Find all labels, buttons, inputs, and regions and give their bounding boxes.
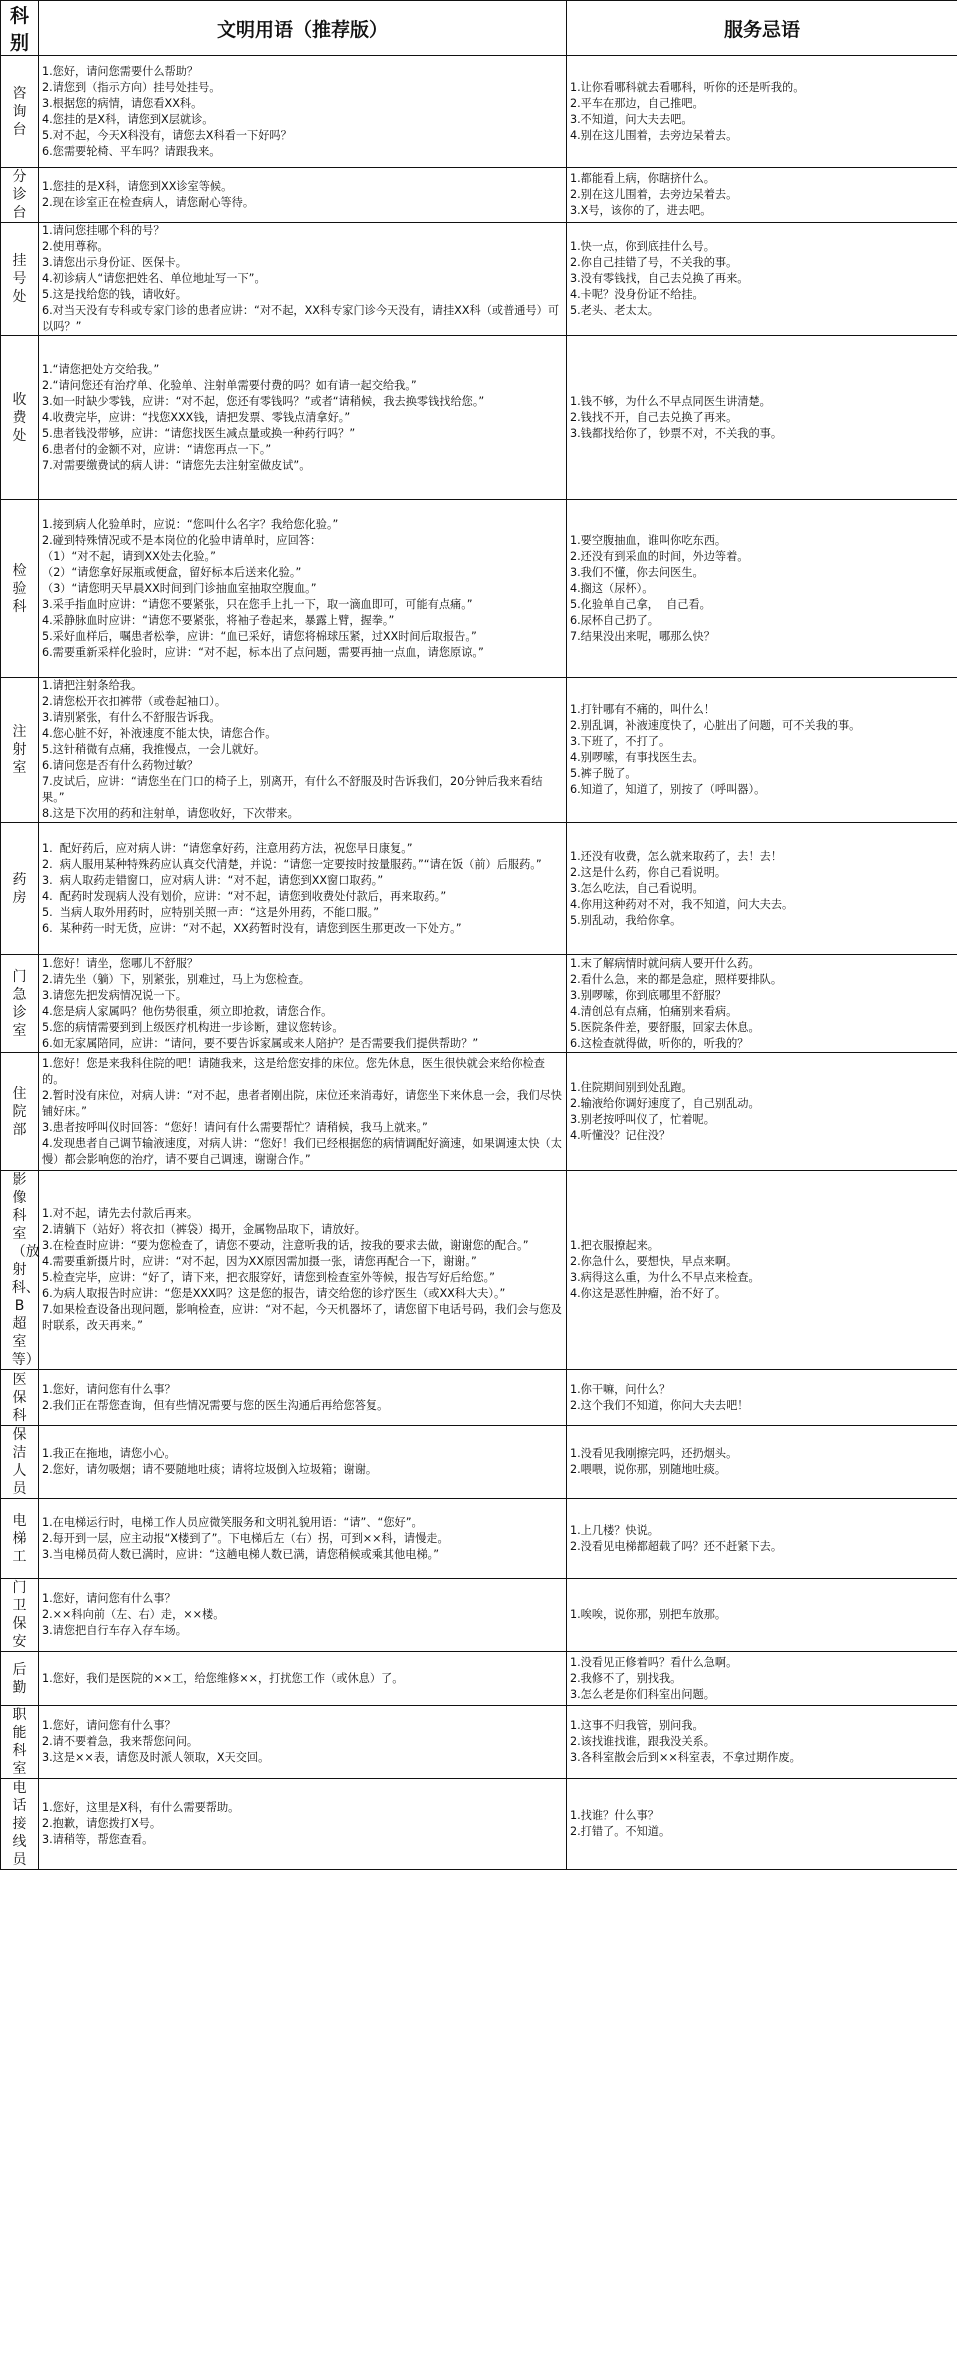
taboo-phrase: 3.病得这么重，为什么不早点来检查。 — [570, 1271, 760, 1284]
recommended-cell — [39, 823, 567, 955]
recommended-cell — [39, 336, 567, 500]
taboo-cell — [567, 1053, 957, 1171]
taboo-cell — [567, 1652, 957, 1706]
recommended-phrase: 2.“请问您还有治疗单、化验单、注射单需要付费的吗？如有请一起交给我。” — [42, 378, 417, 392]
recommended-cell — [39, 168, 567, 223]
table-row — [1, 823, 957, 955]
taboo-phrase: 4.听懂没？记住没？ — [570, 1128, 671, 1142]
table-row — [1, 1499, 957, 1579]
dept-label: 药房 — [12, 871, 27, 906]
recommended-phrase: 4.您心脏不好，补液速度不能太快，请您合作。 — [42, 727, 277, 740]
taboo-cell — [567, 500, 957, 678]
taboo-phrase: 6.尿杯自己扔了。 — [570, 613, 659, 627]
dept-cell — [1, 1370, 39, 1426]
recommended-phrase: 2.您好，请勿吸烟；请不要随地吐痰；请将垃圾倒入垃圾箱；谢谢。 — [42, 1463, 378, 1476]
recommended-phrase: 3.根据您的病情，请您看XX科。 — [42, 96, 203, 110]
taboo-phrase: 2.这是什么药，你自己看说明。 — [570, 865, 727, 879]
recommended-phrase: 2.请躺下（站好）将衣扣（裤袋）揭开，金属物品取下，请放好。 — [42, 1223, 366, 1236]
dept-cell — [1, 1426, 39, 1499]
dept-label: 门急诊室 — [12, 968, 27, 1039]
dept-cell — [1, 1499, 39, 1579]
table-row — [1, 168, 957, 223]
recommended-phrase: 1.我正在拖地，请您小心。 — [42, 1447, 176, 1460]
recommended-phrase: 3.在检查时应讲：“要为您检查了，请您不要动，注意听我的话，按我的要求去做，谢谢您的配合。” — [42, 1239, 529, 1252]
taboo-phrase: 4.别在这儿围着，去旁边呆着去。 — [570, 128, 738, 142]
taboo-phrase: 2.这个我们不知道，你问大夫去吧！ — [570, 1398, 749, 1412]
recommended-cell — [39, 955, 567, 1053]
recommended-phrase: 1.您好！请坐，您哪儿不舒服？ — [42, 956, 199, 970]
recommended-cell — [39, 1426, 567, 1499]
table-row — [1, 1779, 957, 1870]
recommended-phrase: 5.这针稍微有点痛，我推慢点，一会儿就好。 — [42, 743, 266, 756]
recommended-phrase: 6.如无家属陪同，应讲：“请问，要不要告诉家属或来人陪护？是否需要我们提供帮助？” — [42, 1036, 479, 1050]
recommended-phrase: （1）“对不起，请到XX处去化验。” — [42, 549, 216, 563]
taboo-phrase: 4.卡呢？没身份证不给挂。 — [570, 288, 704, 301]
recommended-phrase: 1.在电梯运行时，电梯工作人员应微笑服务和文明礼貌用语：“请”、“您好”。 — [42, 1515, 423, 1529]
recommended-phrase: （3）“请您明天早晨XX时间到门诊抽血室抽取空腹血。” — [42, 581, 317, 595]
taboo-cell — [567, 1579, 957, 1652]
recommended-phrase: 5.采好血样后，嘱患者松拳，应讲：“血已采好，请您将棉球压紧，过XX时间后取报告。” — [42, 629, 477, 643]
recommended-cell — [39, 1779, 567, 1870]
recommended-cell — [39, 56, 567, 168]
recommended-cell — [39, 223, 567, 336]
recommended-phrase: 6.您需要轮椅、平车吗？请跟我来。 — [42, 144, 221, 158]
taboo-phrase: 1.都能看上病，你瞎挤什么。 — [570, 172, 715, 185]
recommended-phrase: 2. 病人服用某种特殊药应认真交代清楚，并说：“请您一定要按时按量服药。”“请在饭（前）后服药。” — [42, 857, 542, 871]
table-row — [1, 1579, 957, 1652]
taboo-phrase: 1.没看见正修着吗？看什么急啊。 — [570, 1655, 738, 1669]
taboo-phrase: 1.末了解病情时就问病人要开什么药。 — [570, 956, 760, 970]
taboo-phrase: 4.别啰嗦，有事找医生去。 — [570, 751, 704, 764]
recommended-phrase: 3.采手指血时应讲：“请您不要紧张，只在您手上扎一下，取一滴血即可，可能有点痛。” — [42, 597, 473, 611]
recommended-phrase: 7.皮试后，应讲：“请您坐在门口的椅子上，别离开，有什么不舒服及时告诉我们，20分钟后我来看结果。” — [42, 775, 543, 804]
dept-label: 后勤 — [12, 1661, 27, 1696]
taboo-phrase: 3.各科室散会后到××科室表，不拿过期作废。 — [570, 1751, 801, 1764]
recommended-phrase: 5.患者钱没带够，应讲：“请您找医生减点量或换一种药行吗？” — [42, 426, 356, 440]
recommended-phrase: 3.当电梯员荷人数已满时，应讲：“这趟电梯人数已满，请您稍候或乘其他电梯。” — [42, 1547, 440, 1561]
recommended-phrase: 2.使用尊称。 — [42, 240, 109, 253]
taboo-phrase: 2.还没有到采血的时间，外边等着。 — [570, 549, 749, 563]
dept-label: 医保科 — [12, 1371, 27, 1424]
recommended-phrase: 2.现在诊室正在检查病人，请您耐心等待。 — [42, 196, 255, 209]
dept-cell — [1, 1053, 39, 1171]
dept-cell — [1, 823, 39, 955]
taboo-phrase: 2.打错了。不知道。 — [570, 1825, 671, 1838]
taboo-phrase: 1.你干嘛，问什么？ — [570, 1382, 671, 1396]
taboo-phrase: 5.医院条件差，要舒服，回家去休息。 — [570, 1020, 760, 1034]
recommended-phrase: 1.您好，请问您有什么事？ — [42, 1382, 176, 1396]
recommended-phrase: 1.您挂的是X科，请您到XX诊室等候。 — [42, 180, 233, 193]
table-row — [1, 223, 957, 336]
recommended-phrase: 2.抱歉，请您拨打X号。 — [42, 1817, 162, 1830]
recommended-phrase: 8.这是下次用的药和注射单，请您收好，下次带来。 — [42, 807, 299, 820]
recommended-phrase: 5.对不起，今天X科没有，请您去X科看一下好吗？ — [42, 128, 292, 142]
taboo-phrase: 5.别乱动，我给你拿。 — [570, 913, 682, 927]
recommended-phrase: 3.请您先把发病情况说一下。 — [42, 988, 187, 1002]
recommended-cell — [39, 1579, 567, 1652]
taboo-phrase: 3.下班了，不打了。 — [570, 735, 671, 748]
taboo-phrase: 1.让你看哪科就去看哪科，听你的还是听我的。 — [570, 80, 805, 94]
taboo-phrase: 3.怎么老是你们科室出问题。 — [570, 1687, 715, 1701]
recommended-phrase: 3.这是××表，请您及时派人领取，X天交回。 — [42, 1751, 270, 1764]
recommended-phrase: 4.您是病人家属吗？他伤势很重，须立即抢救，请您合作。 — [42, 1004, 333, 1018]
dept-cell — [1, 678, 39, 823]
recommended-phrase: 1.请把注射条给我。 — [42, 679, 143, 692]
recommended-phrase: 1. 配好药后，应对病人讲：“请您拿好药，注意用药方法，祝您早日康复。” — [42, 841, 413, 855]
table-row — [1, 678, 957, 823]
recommended-cell — [39, 678, 567, 823]
recommended-phrase: 1.您好，请问您需要什么帮助？ — [42, 64, 199, 78]
taboo-cell — [567, 223, 957, 336]
recommended-phrase: 1.您好，我们是医院的××工，给您维修××，打扰您工作（或休息）了。 — [42, 1671, 404, 1685]
taboo-phrase: 6.知道了，知道了，别按了（呼叫器）。 — [570, 783, 766, 796]
recommended-phrase: 7.如果检查设备出现问题，影响检查，应讲：“对不起，今天机器坏了，请您留下电话号码，我们会与您及时联系，改天再来。” — [42, 1303, 562, 1332]
recommended-cell — [39, 1706, 567, 1779]
taboo-phrase: 1.唉唉，说你那，别把车放那。 — [570, 1608, 727, 1621]
taboo-phrase: 2.别在这儿围着，去旁边呆着去。 — [570, 188, 738, 201]
dept-cell — [1, 1171, 39, 1370]
recommended-phrase: 6. 某种药一时无货，应讲：“对不起，XX药暂时没有，请您到医生那更改一下处方。” — [42, 921, 462, 935]
taboo-phrase: 1.没看见我刚擦完吗，还扔烟头。 — [570, 1447, 738, 1460]
recommended-cell — [39, 1370, 567, 1426]
recommended-phrase: 4.发现患者自己调节输液速度，对病人讲：“您好！我们已经根据您的病情调配好滴速，如果调速太快（太慢）都会影响您的治疗，请不要自己调速，谢谢合作。” — [42, 1136, 562, 1166]
recommended-phrase: 4.需要重新摄片时，应讲：“对不起，因为XX原因需加摄一张，请您再配合一下，谢谢。” — [42, 1255, 477, 1268]
dept-cell — [1, 168, 39, 223]
recommended-phrase: 4.收费完毕，应讲：“找您XXX钱，请把发票、零钱点清拿好。” — [42, 410, 351, 424]
taboo-phrase: 4.你这是恶性肿瘤，治不好了。 — [570, 1287, 727, 1300]
recommended-phrase: 2.暂时没有床位，对病人讲：“对不起，患者者刚出院，床位还来消毒好，请您坐下来休息一会，我们尽快铺好床。” — [42, 1088, 562, 1118]
recommended-phrase: 1.您好！您是来我科住院的吧！请随我来，这是给您安排的床位。您先休息，医生很快就会来给你检查的。 — [42, 1056, 545, 1086]
table-row — [1, 1171, 957, 1370]
recommended-phrase: 1.您好，请问您有什么事？ — [42, 1719, 176, 1732]
header-dept: 科别 — [1, 1, 39, 56]
table-row — [1, 1053, 957, 1171]
dept-cell — [1, 56, 39, 168]
dept-label: 收费处 — [12, 391, 27, 444]
dept-label: 影像科室（放射科、B超室等） — [11, 1172, 40, 1368]
taboo-phrase: 3.没有零钱找，自己去兑换了再来。 — [570, 272, 749, 285]
taboo-phrase: 1.钱不够，为什么不早点同医生讲清楚。 — [570, 394, 771, 408]
taboo-phrase: 3.别啰嗦，你到底哪里不舒服？ — [570, 988, 727, 1002]
taboo-phrase: 2.别乱调，补液速度快了，心脏出了问题，可不关我的事。 — [570, 719, 861, 732]
recommended-phrase: 3.请别紧张，有什么不舒服告诉我。 — [42, 711, 221, 724]
recommended-phrase: 5.您的病情需要到到上级医疗机构进一步诊断，建议您转诊。 — [42, 1020, 344, 1034]
taboo-phrase: 2.看什么急，来的都是急症，照样要排队。 — [570, 972, 783, 986]
taboo-phrase: 2.输液给你调好速度了，自己别乱动。 — [570, 1096, 760, 1110]
dept-cell — [1, 1652, 39, 1706]
recommended-phrase: 6.为病人取报告时应讲：“您是XXX吗？这是您的报告，请交给您的诊疗医生（或XX科大夫）。” — [42, 1287, 506, 1300]
recommended-cell — [39, 1053, 567, 1171]
dept-cell — [1, 336, 39, 500]
taboo-phrase: 3.钱都找给你了，钞票不对，不关我的事。 — [570, 426, 783, 440]
taboo-phrase: 4.搁这（尿杯）。 — [570, 581, 654, 595]
table-row — [1, 955, 957, 1053]
recommended-cell — [39, 1499, 567, 1579]
taboo-phrase: 3.怎么吃法，自己看说明。 — [570, 881, 704, 895]
taboo-cell — [567, 955, 957, 1053]
taboo-cell — [567, 1779, 957, 1870]
recommended-phrase: 4. 配药时发现病人没有划价，应讲：“对不起，请您到收费处付款后，再来取药。” — [42, 889, 447, 903]
table-row — [1, 500, 957, 678]
table-row — [1, 1652, 957, 1706]
dept-cell — [1, 500, 39, 678]
taboo-phrase: 1.这事不归我管，别问我。 — [570, 1719, 704, 1732]
table-row — [1, 1706, 957, 1779]
recommended-phrase: 6.请问您是否有什么药物过敏？ — [42, 759, 199, 772]
dept-cell — [1, 1779, 39, 1870]
taboo-cell — [567, 1426, 957, 1499]
header-taboo: 服务忌语 — [567, 1, 957, 56]
taboo-phrase: 1.要空腹抽血，谁叫你吃东西。 — [570, 533, 727, 547]
taboo-phrase: 2.你自己挂错了号，不关我的事。 — [570, 256, 738, 269]
recommended-phrase: 1.“请您把处方交给我。” — [42, 362, 160, 376]
recommended-phrase: 1.您好，这里是X科，有什么需要帮助。 — [42, 1801, 240, 1814]
recommended-phrase: 3.如一时缺少零钱，应讲：“对不起，您还有零钱吗？”或者“请稍候，我去换零钱找给您。” — [42, 394, 485, 408]
taboo-phrase: 4.清创总有点痛，怕痛别来看病。 — [570, 1004, 738, 1018]
recommended-phrase: 5.检查完毕，应讲：“好了，请下来，把衣服穿好，请您到检查室外等候，报告写好后给您。” — [42, 1271, 495, 1284]
taboo-phrase: 3.别老按呼叫仪了，忙着呢。 — [570, 1112, 715, 1126]
dept-label: 咨询台 — [12, 85, 27, 138]
recommended-phrase: 5. 当病人取外用药时，应特别关照一声：“这是外用药，不能口服。” — [42, 905, 380, 919]
recommended-phrase: 2.碰到特殊情况或不是本岗位的化验申请单时，应回答： — [42, 533, 322, 547]
recommended-phrase: （2）“请您拿好尿瓶或便盒，留好标本后送来化验。” — [42, 565, 302, 579]
dept-cell — [1, 223, 39, 336]
taboo-cell — [567, 336, 957, 500]
table-row — [1, 336, 957, 500]
taboo-cell — [567, 1499, 957, 1579]
taboo-phrase: 3.不知道，问大夫去吧。 — [570, 112, 693, 126]
taboo-phrase: 2.该找谁找谁，跟我没关系。 — [570, 1735, 715, 1748]
dept-label: 职能科室 — [12, 1707, 27, 1777]
taboo-phrase: 6.这检查就得做，听你的，听我的？ — [570, 1036, 749, 1050]
recommended-phrase: 2.请您到（指示方向）挂号处挂号。 — [42, 80, 221, 94]
recommended-phrase: 3.患者按呼叫仪时回答：“您好！请问有什么需要帮忙？请稍候，我马上就来。” — [42, 1120, 428, 1134]
taboo-phrase: 2.你急什么，要想快，早点来啊。 — [570, 1255, 738, 1268]
taboo-cell — [567, 56, 957, 168]
taboo-cell — [567, 1706, 957, 1779]
recommended-phrase: 1.请问您挂哪个科的号？ — [42, 224, 165, 237]
dept-label: 检验科 — [12, 562, 27, 615]
taboo-cell — [567, 678, 957, 823]
recommended-phrase: 2.我们正在帮您查询，但有些情况需要与您的医生沟通后再给您答复。 — [42, 1398, 389, 1412]
recommended-phrase: 2.请您松开衣扣裤带（或卷起袖口）。 — [42, 695, 227, 708]
taboo-phrase: 1.上几楼？快说。 — [570, 1523, 659, 1537]
recommended-cell — [39, 1652, 567, 1706]
recommended-phrase: 4.采静脉血时应讲：“请您不要紧张，将袖子卷起来，暴露上臂，握拳。” — [42, 613, 395, 627]
table-row — [1, 1426, 957, 1499]
taboo-phrase: 2.喂喂，说你那，别随地吐痰。 — [570, 1463, 727, 1476]
recommended-phrase: 3.请稍等，帮您查看。 — [42, 1833, 154, 1846]
taboo-phrase: 4.你用这种药对不对，我不知道，问大夫去。 — [570, 897, 794, 911]
taboo-cell — [567, 1171, 957, 1370]
table-row — [1, 56, 957, 168]
dept-label: 保洁人员 — [12, 1427, 27, 1497]
taboo-phrase: 3.X号，该你的了，进去吧。 — [570, 204, 712, 217]
taboo-phrase: 3.我们不懂，你去问医生。 — [570, 565, 704, 579]
taboo-phrase: 1.把衣服撩起来。 — [570, 1239, 659, 1252]
dept-label: 电梯工 — [12, 1512, 27, 1565]
taboo-phrase: 7.结果没出来呢，哪那么快？ — [570, 629, 715, 643]
taboo-phrase: 5.裤子脱了。 — [570, 767, 637, 780]
dept-cell — [1, 1706, 39, 1779]
recommended-phrase: 2.请先坐（躺）下，别紧张，别难过，马上为您检查。 — [42, 972, 310, 986]
recommended-phrase: 3. 病人取药走错窗口，应对病人讲：“对不起，请您到XX窗口取药。” — [42, 873, 384, 887]
dept-label: 门卫保安 — [12, 1580, 27, 1650]
taboo-phrase: 2.没看见电梯都超载了吗？还不赶紧下去。 — [570, 1539, 783, 1553]
recommended-phrase: 4.初诊病人“请您把姓名、单位地址写一下”。 — [42, 272, 266, 285]
recommended-cell — [39, 500, 567, 678]
recommended-phrase: 6.患者付的金额不对，应讲：“请您再点一下。” — [42, 442, 272, 456]
taboo-cell — [567, 823, 957, 955]
taboo-phrase: 2.我修不了，别找我。 — [570, 1671, 682, 1685]
header-row — [1, 1, 957, 56]
taboo-phrase: 5.老头、老太太。 — [570, 304, 659, 317]
taboo-phrase: 1.快一点，你到底挂什么号。 — [570, 240, 715, 253]
taboo-phrase: 1.还没有收费，怎么就来取药了，去！去！ — [570, 849, 783, 863]
taboo-phrase: 2.钱找不开，自己去兑换了再来。 — [570, 410, 738, 424]
recommended-phrase: 7.对需要缴费试的病人讲：“请您先去注射室做皮试”。 — [42, 458, 311, 472]
dept-cell — [1, 955, 39, 1053]
recommended-phrase: 3.请您出示身份证、医保卡。 — [42, 256, 187, 269]
recommended-phrase: 6.需要重新采样化验时，应讲：“对不起，标本出了点问题，需要再抽一点血，请您原谅。” — [42, 645, 484, 659]
header-recommended: 文明用语（推荐版） — [39, 1, 567, 56]
recommended-phrase: 3.请您把自行车存入存车场。 — [42, 1624, 187, 1637]
recommended-phrase: 5.这是找给您的钱，请收好。 — [42, 288, 187, 301]
table-body — [1, 56, 957, 1870]
dept-label: 挂号处 — [12, 253, 27, 305]
taboo-phrase: 1.找谁？什么事？ — [570, 1809, 659, 1822]
dept-label: 分诊台 — [12, 169, 27, 221]
recommended-phrase: 1.您好，请问您有什么事？ — [42, 1592, 176, 1605]
table-row — [1, 1370, 957, 1426]
recommended-phrase: 1.对不起，请先去付款后再来。 — [42, 1207, 199, 1220]
recommended-phrase: 2.请不要着急，我来帮您问问。 — [42, 1735, 199, 1748]
recommended-phrase: 4.您挂的是X科，请您到X层就诊。 — [42, 112, 214, 126]
dept-label: 注射室 — [12, 724, 27, 776]
taboo-phrase: 2.平车在那边，自己推吧。 — [570, 96, 704, 110]
taboo-phrase: 5.化验单自己拿， 自己看。 — [570, 597, 711, 611]
recommended-phrase: 6.对当天没有专科或专家门诊的患者应讲：“对不起，XX科专家门诊今天没有，请挂XX科（或普通号）可以吗？” — [42, 304, 560, 333]
recommended-cell — [39, 1171, 567, 1370]
taboo-phrase: 1.住院期间别到处乱跑。 — [570, 1080, 693, 1094]
taboo-cell — [567, 168, 957, 223]
taboo-cell — [567, 1370, 957, 1426]
recommended-phrase: 1.接到病人化验单时，应说：“您叫什么名字？我给您化验。” — [42, 517, 339, 531]
recommended-phrase: 2.每开到一层，应主动报“X楼到了”。下电梯后左（右）拐，可到××科，请慢走。 — [42, 1531, 449, 1545]
dept-label: 住院部 — [12, 1085, 27, 1138]
taboo-phrase: 1.打针哪有不痛的，叫什么！ — [570, 703, 715, 716]
recommended-phrase: 2.××科向前（左、右）走，××楼。 — [42, 1608, 225, 1621]
dept-label: 电话接线员 — [12, 1780, 27, 1868]
dept-cell — [1, 1579, 39, 1652]
